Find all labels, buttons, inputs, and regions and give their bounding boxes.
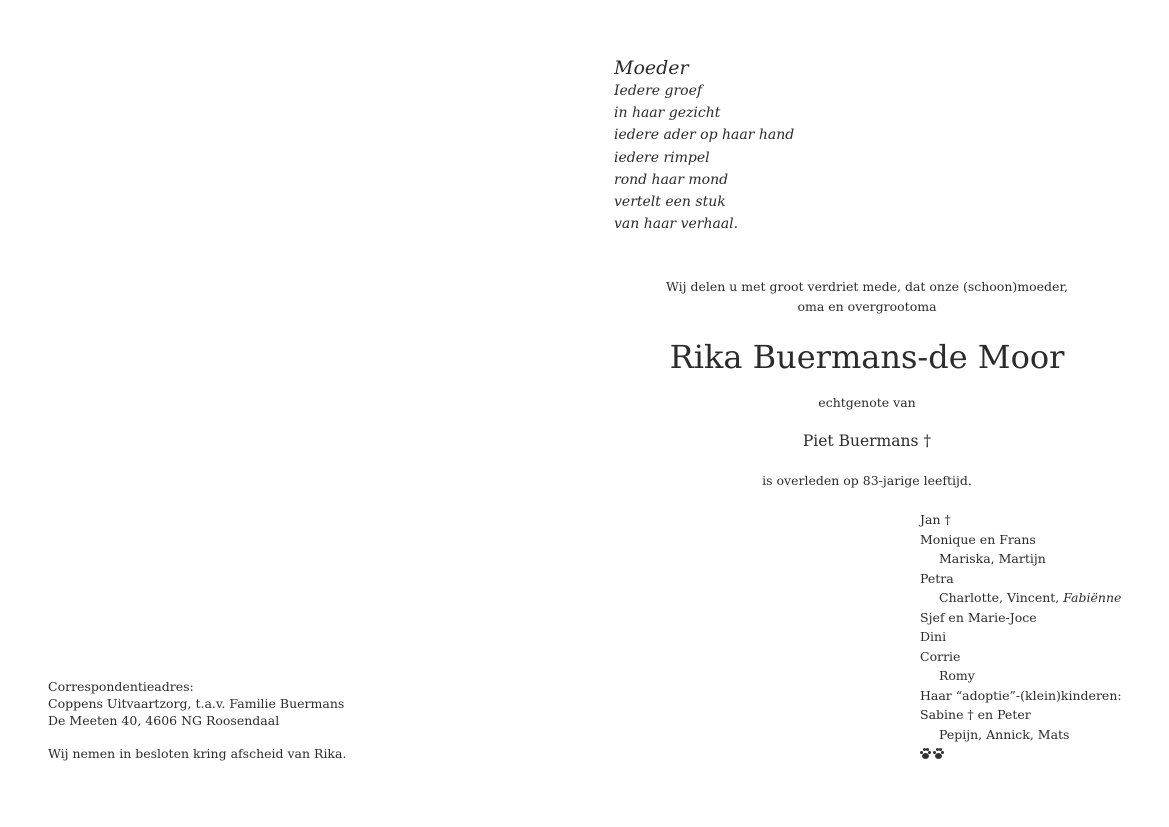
poem-title: Moeder	[614, 57, 689, 79]
paw-prints-icon	[920, 744, 1122, 764]
address-line-1: Coppens Uitvaartzorg, t.a.v. Familie Buermans	[48, 696, 345, 711]
poem-line: iedere ader op haar hand	[614, 127, 795, 144]
poem-line: rond haar mond	[614, 171, 729, 188]
correspondence-address	[48, 678, 346, 762]
grandchildren: Romy	[939, 668, 975, 683]
family-member: Jan †	[920, 512, 951, 527]
grandchild-italic: Fabiënne	[1063, 590, 1122, 605]
deceased-name: Rika Buermans-de Moor	[669, 338, 1065, 376]
family-list	[920, 510, 1122, 764]
poem-line: van haar verhaal.	[614, 216, 739, 233]
grandchildren	[920, 588, 1122, 608]
family-member: Corrie	[920, 648, 961, 664]
paw-icon	[920, 748, 931, 759]
family-member: Dini	[920, 629, 947, 644]
spouse-intro: echtgenote van	[818, 395, 916, 410]
intro-line-1: Wij delen u met groot verdriet mede, dat onze (schoon)moeder,	[665, 279, 1069, 294]
intro-line-2: oma en overgrootoma	[797, 299, 937, 314]
poem-line: vertelt een stuk	[614, 194, 726, 211]
address-line-2: De Meeten 40, 4606 NG Roosendaal	[48, 713, 280, 728]
adoptive-header: Haar “adoptie”-(klein)kinderen:	[920, 687, 1122, 703]
poem-line: Iedere groef	[614, 83, 703, 99]
announcement-intro	[640, 277, 1094, 317]
correspondence-label: Correspondentieadres:	[48, 679, 194, 694]
poem-line: in haar gezicht	[614, 105, 721, 122]
poem-line: iedere rimpel	[614, 149, 710, 166]
spouse-name: Piet Buermans †	[802, 432, 932, 450]
family-member: Petra	[920, 570, 954, 586]
poem	[614, 57, 794, 235]
passed-text: is overleden op 83-jarige leeftijd.	[762, 473, 972, 488]
family-member: Sabine † en Peter	[920, 707, 1031, 722]
paw-icon	[933, 748, 944, 759]
farewell-note: Wij nemen in besloten kring afscheid van Rika.	[48, 746, 347, 761]
grandchildren: Pepijn, Annick, Mats	[939, 726, 1070, 742]
family-member: Monique en Frans	[920, 531, 1036, 547]
grandchildren-names: Charlotte, Vincent,	[939, 590, 1064, 605]
family-member: Sjef en Marie-Joce	[920, 609, 1037, 625]
grandchildren: Mariska, Martijn	[939, 551, 1046, 566]
